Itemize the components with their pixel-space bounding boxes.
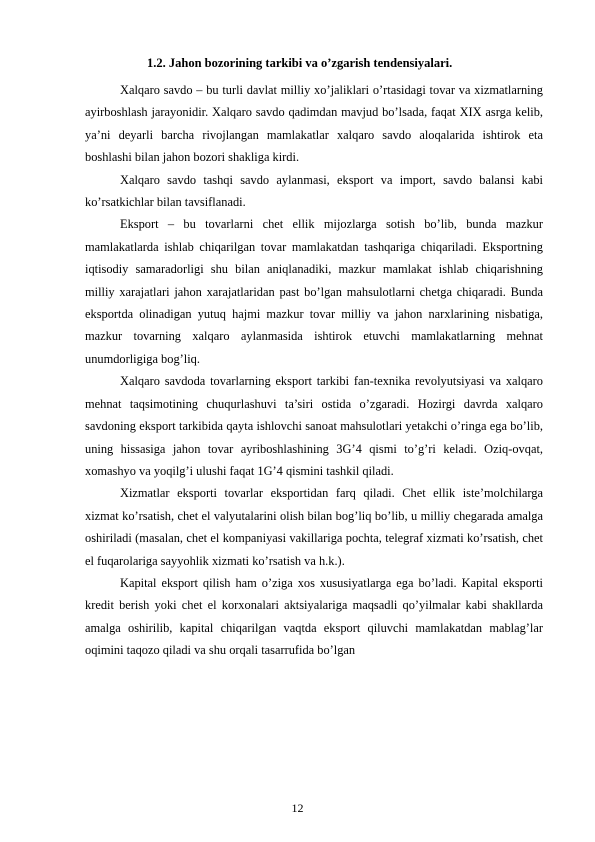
paragraph-eksport: Eksport – bu tovarlarni chet ellik mijozlarga sotish bo’lib, bunda mazkur mamlakatlarda ishlab chiqarilgan tovar mamlakatdan tashqariga chiqariladi. Eksportning iqtisodiy samaradorligi shu bilan aniqlanadiki, mazkur mamlakat ishlab chiqarishning milliy xarajatlari jahon xarajatlaridan past bo’lgan mahsulotlarni chetga chiqaradi. Bunda eksportda olinadigan yutuq hajmi mazkur tovar milliy va jahon narxlarining nisbatiga, mazkur tovarning xalqaro aylanmasida ishtirok etuvchi mamlakatlarning mehnat unumdorligiga bog’liq.	[85, 217, 543, 366]
section-heading: 1.2. Jahon bozorining tarkibi va o’zgarish tendensiyalari.	[147, 56, 453, 70]
paragraph-xizmatlar-eksporti: Xizmatlar eksporti tovarlar eksportidan farq qiladi. Chet ellik iste’molchilarga xizmat ko’rsatish, chet el valyutalarini olish bilan bog’liq bo’lib, u milliy chegarada amalga oshiriladi (masalan, chet el kompaniyasi vakillariga pochta, telegraf xizmati ko’rsatish, chet el fuqarolariga sayyohlik xizmati ko’rsatish va h.k.).	[85, 486, 543, 568]
paragraph-xalqaro-savdo: Xalqaro savdo – bu turli davlat milliy xo’jaliklari o’rtasidagi tovar va xizmatlarning ayirboshlash jarayonidir. Xalqaro savdo qadimdan mavjud bo’lsada, faqat XIX asrga kelib, ya’ni deyarli barcha rivojlangan mamlakatlar xalqaro savdo aloqalarida ishtirok eta boshlashi bilan jahon bozori shakliga kirdi.	[85, 83, 543, 165]
document-page	[85, 52, 543, 662]
paragraph-kapital-eksporti: Kapital eksport qilish ham o’ziga xos xususiyatlarga ega bo’ladi. Kapital eksporti kredit berish yoki chet el korxonalari aktsiyalariga maqsadli qo’yilmalar kabi shakllarda amalga oshirilib, kapital chiqarilgan vaqtda eksport qiluvchi mamlakatdan mablag’lar oqimini taqozo qiladi va shu orqali tasarrufida bo’lgan	[85, 575, 543, 658]
page-number: 12	[291, 801, 304, 815]
paragraph-eksport-tarkibi: Xalqaro savdoda tovarlarning eksport tarkibi fan-texnika revolyutsiyasi va xalqaro mehnat taqsimotining chuqurlashuvi ta’siri ostida o’zgaradi. Hozirgi davrda xalqaro savdoning eksport tarkibida qayta ishlovchi sanoat mahsulotlari yetakchi o’ringa ega bo’lib, uning hissasiga jahon tovar ayriboshlashining 3G’4 qismi to’g’ri keladi. Oziq-ovqat, xomashyo va yoqilg’i ulushi faqat 1G’4 qismini tashkil qiladi.	[85, 374, 543, 478]
paragraph-savdo-korsatkichlari: Xalqaro savdo tashqi savdo aylanmasi, eksport va import, savdo balansi kabi ko’rsatkichlar bilan tavsiflanadi.	[85, 172, 543, 210]
